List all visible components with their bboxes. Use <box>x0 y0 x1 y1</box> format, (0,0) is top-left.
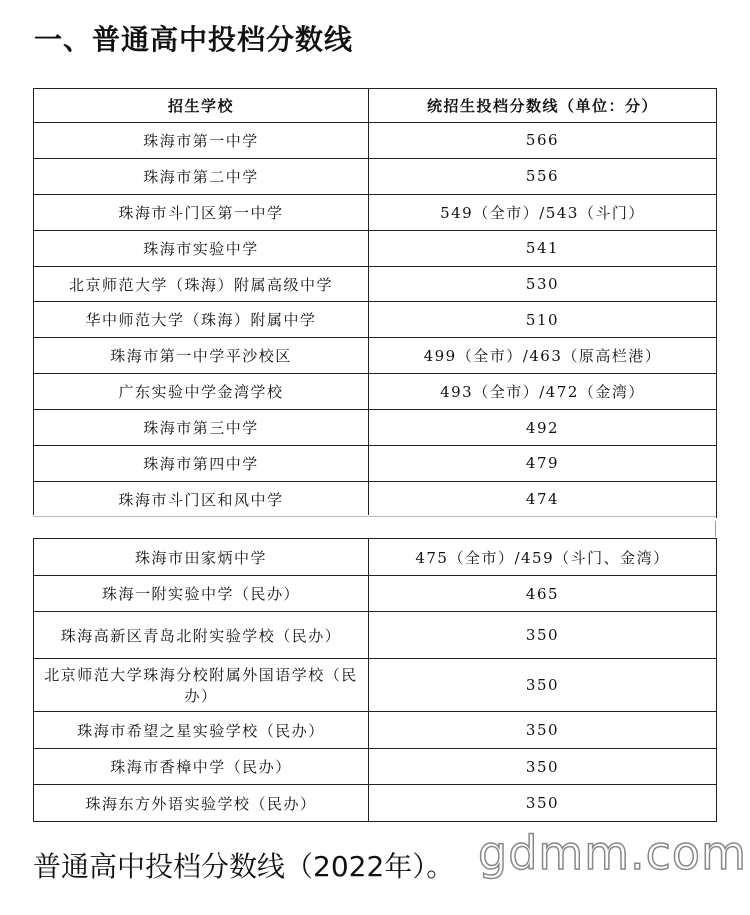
score-cell: 549（全市）/543（斗门） <box>369 194 717 230</box>
score-cell: 465 <box>369 576 717 612</box>
score-cell: 541 <box>369 230 717 266</box>
table-row <box>34 481 717 517</box>
page-break-line <box>33 516 716 517</box>
score-cell: 474 <box>369 481 717 517</box>
score-table-part2 <box>33 538 717 822</box>
score-cell: 566 <box>369 123 717 159</box>
score-cell: 350 <box>369 659 717 712</box>
score-cell: 499（全市）/463（原高栏港） <box>369 338 717 374</box>
school-name-cell: 珠海市斗门区和风中学 <box>34 481 369 517</box>
score-cell: 492 <box>369 410 717 446</box>
score-cell: 350 <box>369 712 717 749</box>
table-row <box>34 539 717 576</box>
table-row <box>34 230 717 266</box>
school-name-cell: 珠海市第三中学 <box>34 410 369 446</box>
school-name-cell: 广东实验中学金湾学校 <box>34 374 369 410</box>
school-name-cell: 珠海一附实验中学（民办） <box>34 576 369 612</box>
score-cell: 479 <box>369 446 717 482</box>
school-name-cell: 珠海市田家炳中学 <box>34 539 369 576</box>
school-name-cell: 珠海市斗门区第一中学 <box>34 194 369 230</box>
watermark-logo: gdmm.com <box>478 826 747 880</box>
school-name-cell: 珠海东方外语实验学校（民办） <box>34 785 369 822</box>
table-row <box>34 410 717 446</box>
school-name-cell: 珠海市第二中学 <box>34 158 369 194</box>
score-cell: 530 <box>369 266 717 302</box>
page-break-gap <box>33 515 716 536</box>
score-cell: 493（全市）/472（金湾） <box>369 374 717 410</box>
score-cell: 475（全市）/459（斗门、金湾） <box>369 539 717 576</box>
table-row <box>34 446 717 482</box>
table-row <box>34 194 717 230</box>
table-row <box>34 659 717 712</box>
table-row <box>34 576 717 612</box>
table-row <box>34 266 717 302</box>
school-name-cell: 珠海市第一中学 <box>34 123 369 159</box>
page-heading: 一、普通高中投档分数线 <box>34 23 354 56</box>
school-name-cell: 珠海市第四中学 <box>34 446 369 482</box>
school-name-cell: 珠海市希望之星实验学校（民办） <box>34 712 369 749</box>
score-cell: 510 <box>369 302 717 338</box>
table-row <box>34 785 717 822</box>
score-cell: 350 <box>369 612 717 659</box>
table-row <box>34 374 717 410</box>
header-score: 统招生投档分数线（单位：分） <box>369 89 717 123</box>
school-name-cell: 珠海高新区青岛北附实验学校（民办） <box>34 612 369 659</box>
table-row <box>34 123 717 159</box>
school-name-cell: 华中师范大学（珠海）附属中学 <box>34 302 369 338</box>
school-name-cell: 珠海市香樟中学（民办） <box>34 749 369 785</box>
school-name-cell: 珠海市第一中学平沙校区 <box>34 338 369 374</box>
page-break-tick <box>715 521 716 537</box>
table-header-row <box>34 89 717 123</box>
school-name-cell: 北京师范大学珠海分校附属外国语学校（民办） <box>34 659 369 712</box>
table-row <box>34 612 717 659</box>
score-cell: 350 <box>369 749 717 785</box>
header-school: 招生学校 <box>34 89 369 123</box>
score-table-part1 <box>33 88 717 518</box>
table-row <box>34 749 717 785</box>
table-row <box>34 158 717 194</box>
table-row <box>34 302 717 338</box>
score-cell: 350 <box>369 785 717 822</box>
caption: 普通高中投档分数线（2022年）。 <box>33 850 455 883</box>
school-name-cell: 北京师范大学（珠海）附属高级中学 <box>34 266 369 302</box>
table-row <box>34 338 717 374</box>
table-row <box>34 712 717 749</box>
school-name-cell: 珠海市实验中学 <box>34 230 369 266</box>
score-cell: 556 <box>369 158 717 194</box>
